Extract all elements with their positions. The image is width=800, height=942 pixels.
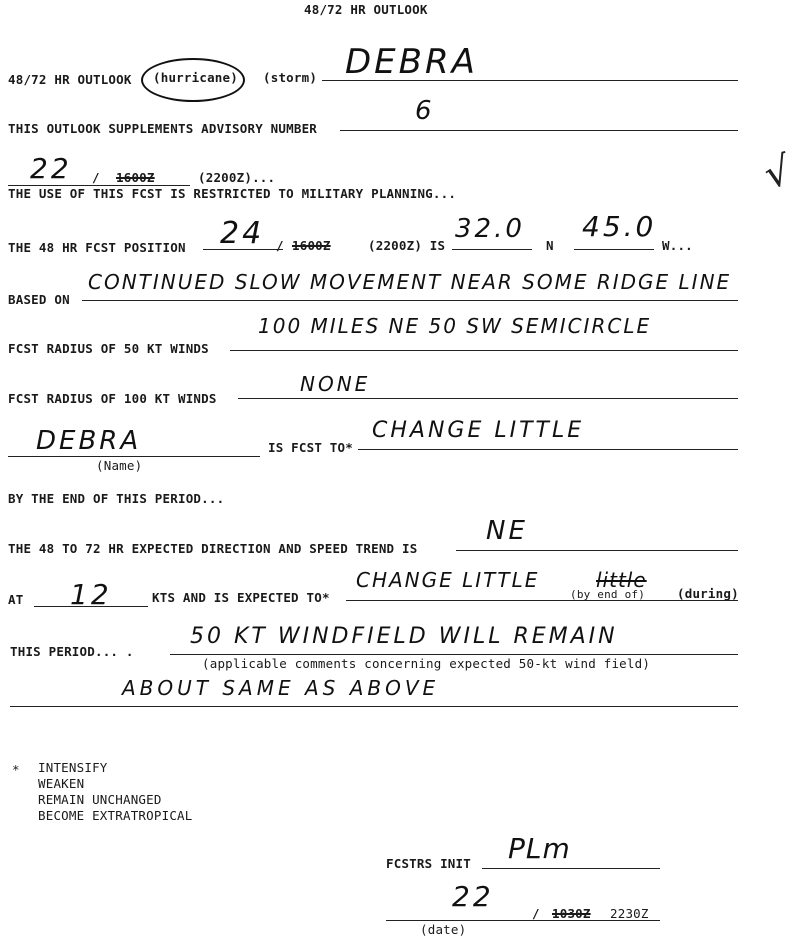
outlook-label: 48/72 HR OUTLOOK bbox=[8, 72, 132, 87]
speed-line bbox=[34, 606, 148, 607]
latitude-entry: 32.0 bbox=[455, 214, 525, 244]
by-end-option: (by end of) bbox=[570, 588, 646, 601]
crossed-word: little bbox=[596, 568, 647, 592]
storm-name-entry: DEBRA bbox=[345, 42, 478, 82]
date-caption: (date) bbox=[420, 922, 467, 937]
expected-to-entry: CHANGE LITTLE bbox=[356, 568, 540, 592]
slash-1: / bbox=[92, 170, 100, 185]
windfield-caption: (applicable comments concerning expected 50-kt wind field) bbox=[202, 656, 651, 671]
advisory-number-entry: 6 bbox=[415, 96, 435, 126]
option-become-extratropical: BECOME EXTRATROPICAL bbox=[38, 808, 193, 823]
time-2: (2200Z) IS bbox=[368, 238, 446, 253]
options-star: * bbox=[12, 762, 20, 777]
during-option: (during) bbox=[677, 586, 739, 601]
radius-50-label: FCST RADIUS OF 50 KT WINDS bbox=[8, 341, 209, 356]
form-title: 48/72 HR OUTLOOK bbox=[304, 2, 428, 17]
footer-time: 2230Z bbox=[610, 906, 649, 921]
name-caption: (Name) bbox=[96, 458, 143, 473]
radius-100-label: FCST RADIUS OF 100 KT WINDS bbox=[8, 391, 217, 406]
radius-50-entry: 100 MILES NE 50 SW SEMICIRCLE bbox=[258, 314, 652, 338]
fcst-to-entry: CHANGE LITTLE bbox=[372, 418, 585, 443]
position-day-entry: 24 bbox=[220, 216, 265, 251]
crossed-time-1: 1600Z bbox=[116, 170, 155, 185]
radius-100-line bbox=[238, 398, 738, 399]
crossed-time-2: 1600Z bbox=[292, 238, 331, 253]
n-label: N bbox=[546, 238, 554, 253]
longitude-entry: 45.0 bbox=[582, 210, 657, 243]
storm-option: (storm) bbox=[263, 70, 318, 85]
position-day-line bbox=[203, 249, 283, 250]
fcst-to-label: IS FCST TO* bbox=[268, 440, 353, 455]
advisory-line bbox=[340, 130, 738, 131]
based-on-label: BASED ON bbox=[8, 292, 70, 307]
trend-label: THE 48 TO 72 HR EXPECTED DIRECTION AND SPEED TREND IS bbox=[8, 541, 418, 556]
forecaster-initials: PLm bbox=[508, 832, 571, 865]
restriction-text: THE USE OF THIS FCST IS RESTRICTED TO MILITARY PLANNING... bbox=[8, 186, 457, 201]
footer-crossed-time: 1030Z bbox=[552, 906, 591, 921]
speed-entry: 12 bbox=[70, 578, 112, 611]
longitude-line bbox=[574, 249, 654, 250]
time-1: (2200Z)... bbox=[198, 170, 276, 185]
storm-name-line bbox=[322, 80, 738, 81]
forecaster-line bbox=[482, 868, 660, 869]
storm-name-entry-2: DEBRA bbox=[36, 426, 142, 456]
hurricane-option: (hurricane) bbox=[153, 70, 238, 85]
windfield-entry-2: ABOUT SAME AS ABOVE bbox=[122, 676, 440, 700]
footer-day-entry: 22 bbox=[452, 880, 494, 913]
this-period-label: THIS PERIOD... . bbox=[10, 644, 134, 659]
based-on-entry: CONTINUED SLOW MOVEMENT NEAR SOME RIDGE LINE bbox=[88, 270, 732, 294]
expected-to-line bbox=[346, 600, 738, 601]
checkmark-icon: √ bbox=[759, 147, 797, 199]
option-intensify: INTENSIFY bbox=[38, 760, 108, 775]
slash-2: / bbox=[276, 238, 284, 253]
option-remain-unchanged: REMAIN UNCHANGED bbox=[38, 792, 162, 807]
position-label: THE 48 HR FCST POSITION bbox=[8, 240, 186, 255]
advisory-label: THIS OUTLOOK SUPPLEMENTS ADVISORY NUMBER bbox=[8, 121, 318, 136]
option-weaken: WEAKEN bbox=[38, 776, 85, 791]
storm-name-line-2 bbox=[8, 456, 260, 457]
end-of-period-label: BY THE END OF THIS PERIOD... bbox=[8, 491, 225, 506]
trend-line bbox=[456, 550, 738, 551]
day-entry-1: 22 bbox=[30, 152, 72, 185]
radius-50-line bbox=[230, 350, 738, 351]
date-line bbox=[386, 920, 660, 921]
w-label: W... bbox=[662, 238, 693, 253]
windfield-entry: 50 KT WINDFIELD WILL REMAIN bbox=[190, 624, 618, 649]
forecaster-label: FCSTRS INIT bbox=[386, 856, 471, 871]
based-on-line bbox=[82, 300, 738, 301]
at-label: AT bbox=[8, 592, 24, 607]
expected-to-label: KTS AND IS EXPECTED TO* bbox=[152, 590, 330, 605]
footer-slash: / bbox=[532, 906, 540, 921]
latitude-line bbox=[452, 249, 532, 250]
windfield-line-2 bbox=[10, 706, 738, 707]
windfield-line bbox=[170, 654, 738, 655]
fcst-to-line bbox=[358, 449, 738, 450]
trend-entry: NE bbox=[486, 516, 528, 546]
radius-100-entry: NONE bbox=[300, 372, 371, 396]
